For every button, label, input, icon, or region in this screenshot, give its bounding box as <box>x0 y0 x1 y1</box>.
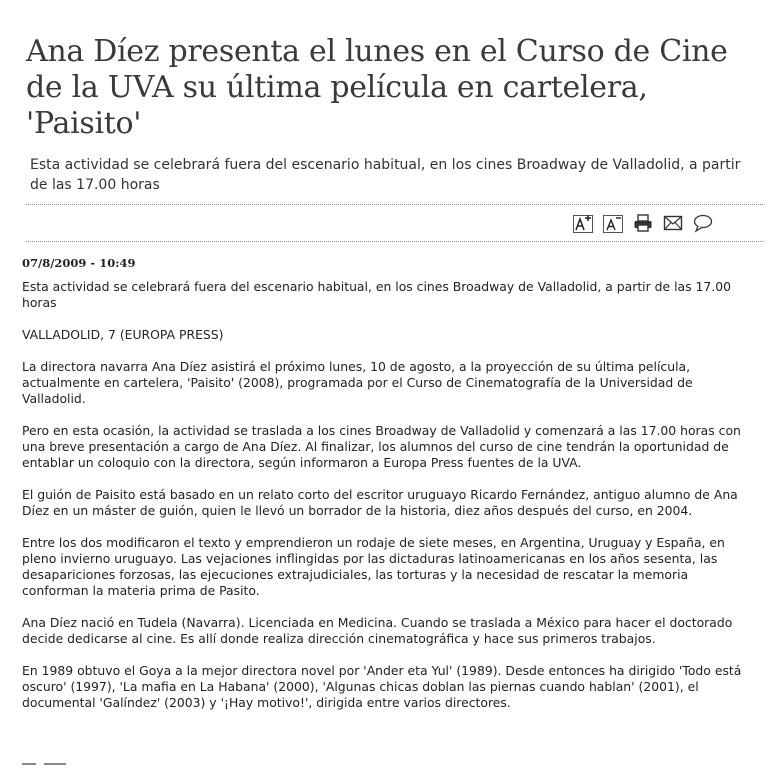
email-icon <box>663 213 683 233</box>
decrease-font-icon <box>603 213 623 233</box>
print-button[interactable] <box>633 213 653 233</box>
footer-fragment <box>22 763 102 767</box>
divider-top <box>26 204 763 205</box>
article-date: 07/8/2009 - 10:49 <box>22 256 136 270</box>
print-icon <box>633 213 653 233</box>
increase-font-icon <box>573 213 593 233</box>
article-paragraph: El guión de Paisito está basado en un relato corto del escritor uruguayo Ricardo Fernández, antiguo alumno de Ana Díez en un máster de guión, quien le llevó un borrador de la historia, diez años después del curso, en 2004. <box>22 487 738 518</box>
increase-font-button[interactable] <box>573 213 593 233</box>
comment-icon <box>693 213 713 233</box>
article-paragraph: En 1989 obtuvo el Goya a la mejor directora novel por 'Ander eta Yul' (1989). Desde entonces ha dirigido 'Todo está oscuro' (1997), 'La mafia en La Habana' (2000), 'Algunas chicas doblan las piernas cuando hablan' (2001), el documental 'Galíndez' (2003) y '¡Hay motivo!', dirigida entre varios directores. <box>22 663 742 710</box>
article-paragraph: Entre los dos modificaron el texto y emprendieron un rodaje de siete meses, en Argentina, Uruguay y España, en pleno invierno uruguayo. Las vejaciones inflingidas por las dictaduras latinoamericanas en los años sesenta, las desapariciones forzosas, las ejecuciones extrajudiciales, las torturas y la necesidad de rescatar la memoria conforman la materia prima de Pasito. <box>22 535 725 598</box>
email-button[interactable] <box>663 213 683 233</box>
article-paragraph: Ana Díez nació en Tudela (Navarra). Licenciada en Medicina. Cuando se traslada a México para hacer el doctorado decide dedicarse al cine. Es allí donde realiza dirección cinematográfica y hace sus primeros trabajos. <box>22 615 733 646</box>
article-paragraph: VALLADOLID, 7 (EUROPA PRESS) <box>22 327 224 342</box>
article-headline: Ana Díez presenta el lunes en el Curso de Cine de la UVA su última película en cartelera, 'Paisito' <box>26 34 728 141</box>
divider-bottom <box>26 241 763 242</box>
article-paragraph: Esta actividad se celebrará fuera del escenario habitual, en los cines Broadway de Valladolid, a partir de las 17.00 horas <box>22 279 731 310</box>
article-body <box>22 279 744 727</box>
article-paragraph: La directora navarra Ana Díez asistirá el próximo lunes, 10 de agosto, a la proyección de su última película, actualmente en cartelera, 'Paisito' (2008), programada por el Curso de Cinematografía de la Universidad de Valladolid. <box>22 359 693 406</box>
article-paragraph: Pero en esta ocasión, la actividad se traslada a los cines Broadway de Valladolid y comenzará a las 17.00 horas con una breve presentación a cargo de Ana Díez. Al finalizar, los alumnos del curso de cine tendrán la oportunidad de entablar un coloquio con la directora, según informaron a Europa Press fuentes de la UVA. <box>22 423 741 470</box>
comment-button[interactable] <box>693 213 713 233</box>
article-toolbar <box>573 213 713 233</box>
decrease-font-button[interactable] <box>603 213 623 233</box>
article-subheadline: Esta actividad se celebrará fuera del escenario habitual, en los cines Broadway de Valladolid, a partir de las 17.00 horas <box>30 157 741 193</box>
